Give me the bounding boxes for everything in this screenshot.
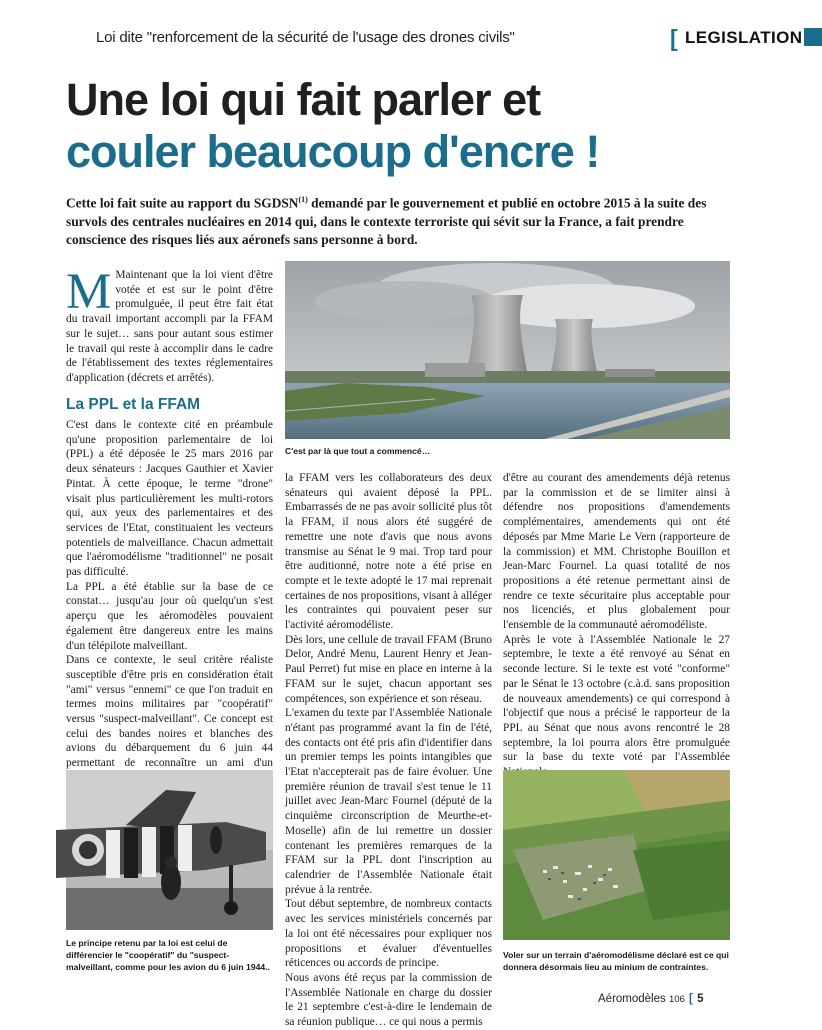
paragraph: la FFAM vers les collaborateurs des deux sénateurs qui avaient déposé la PPL. Embarrassés de ne pas avoir sollicité plus tôt la FFAM, il nous alors été suggéré de remettre une note d'avis que nous avons transmise au Sénat le 9 mai. Trop tard pour être auditionné, notre note a été prise en compte et le texte adopté le 17 mai reprenait certaines de nos propositions, visant à alléger les contraintes qui pouvaient peser sur l'activité aéromodéliste. xyxy=(285,472,492,632)
subheading: La PPL et la FFAM xyxy=(66,396,201,413)
column-3 xyxy=(503,471,730,780)
paragraph: Tout début septembre, de nombreux contacts avec les services ministériels concernés par la loi ont été nécessaires pour expliquer nos propositions et évaluer d'éventuelles réticences ou accords de principe. xyxy=(285,898,492,970)
spitfire-photo xyxy=(66,770,273,930)
intro-text: Maintenant que la loi vient d'être votée et est sur le point d'être promulguée, il peut être fait état du travail important accompli par la FFAM sur le sujet… sans pour autant sous estimer le travail qui reste à accomplir dans le cadre de l'établissement des textes réglementaires d'application (décrets et arrêtés). xyxy=(66,269,273,384)
model-airfield-photo xyxy=(503,770,730,940)
intro-paragraph xyxy=(66,264,273,386)
issue-number: 106 xyxy=(668,994,685,1005)
magazine-name: Aéromodèles xyxy=(598,993,666,1005)
section-square-marker xyxy=(804,28,822,46)
paragraph: d'être au courant des amendements déjà retenus par la commission et de se limiter ainsi à défendre nos propositions d'amendements complémentaires, amendements qui ont été déposés par Mme Marie Le Vern (rapporteure de la commission) et MM. Christophe Bouillon et Jean-Marc Fournel. La quasi totalité de nos propositions a été retenue permettant ainsi de rendre ce texte sécuritaire plus acceptable pour nos licenciés, et plus globalement pour l'ensemble de la communauté aéromodéliste. xyxy=(503,472,730,632)
footnote-ref: (1) xyxy=(298,195,308,204)
spitfire-caption: Le principe retenu par la loi est celui de différencier le "coopératif" du "suspect-malveillant, comme pour les avion du 6 juin 1944.. xyxy=(66,938,270,972)
lead-text-end: demandé par le gouvernement et publié en octobre 2015 à la suite des survols des centrales nucléaires en 2014 qui, dans le contexte terroriste qui sévit sur la France, a fait prendre conscience des risques liés aux aéronefs sans personne à bord. xyxy=(66,195,707,248)
lead-text-start: Cette loi fait suite au rapport du SGDSN xyxy=(66,195,299,211)
plant-caption: C'est par là que tout a commencé… xyxy=(285,446,431,456)
running-header xyxy=(96,25,803,51)
section-label: LEGISLATION xyxy=(685,28,803,47)
page-footer xyxy=(598,993,703,1005)
paragraph: Dès lors, une cellule de travail FFAM (Bruno Delor, André Menu, Laurent Henry et Jean-Paul Perret) fut mise en place en interne à la FFAM sur le sujet, chacun apportant ses compétences, son expérience et son réseau. xyxy=(285,633,492,705)
drop-cap: M xyxy=(66,264,112,320)
column-1 xyxy=(66,418,273,830)
paragraph: Après le vote à l'Assemblée Nationale le 27 septembre, le texte a été renvoyé au Sénat en seconde lecture. Si le texte est voté "conforme" par le Sénat le 13 octobre (c.à.d. sans proposition de nouveaux amendements) ce qui correspond à l'objectif que nous a précisé le rapporteur de la PPL au Sénat que nous avons rencontré le 28 septembre, la loi pourra alors être promulguée sur la base du texte voté par l'Assemblée xyxy=(503,633,730,764)
paragraph: Nous avons été reçus par la commission de l'Assemblée Nationale en charge du dossier le 21 septembre c'est-à-dire le lendemain de sa réunion publique… ce qui nous a permis xyxy=(285,971,492,1029)
footer-bracket: [ xyxy=(689,993,693,1005)
header-bracket: [ xyxy=(670,25,678,51)
title-line-1: Une loi qui fait parler et xyxy=(66,74,541,125)
paragraph: La PPL a été établie sur la base de ce constat… jusqu'au jour où quelqu'un s'est aperçu que les aéromodèles pouvaient également être dangereux entre les mains d'un télépilote malveillant. xyxy=(66,580,273,652)
paragraph: C'est dans le contexte cité en préambule qu'une proposition parlementaire de loi (PPL) a été déposée le 25 mars 2016 par deux sénateurs : Jacques Gauthier et Xavier Pintat. À cette époque, le terme "drone" visait plus particulièrement les multi-rotors qui, aux yeux des parlementaires et des services de l'Etat, constituaient les vecteurs potentiels de malveillance. Chacun admettait que l'aéromodélisme "traditionnel" ne posait pas difficulté. xyxy=(66,419,273,579)
paragraph: Dans ce contexte, le seul critère réaliste susceptible d'être pris en considération était "ami" versus "ennemi" ce que l'on traduit en termes moins militaires par "coopératif" versus "suspect-malveillant". Ce concept est celui des bandes noires et blanches des avions du débarquement du 6 juin 44 permettant de reconnaître un ami d'un xyxy=(66,654,273,770)
title-line-2: couler beaucoup d'encre ! xyxy=(66,126,600,177)
paragraph: L'examen du texte par l'Assemblée Nationale n'étant pas programmé avant la fin de l'été, des contacts ont été pris afin d'identifier dans un premier temps les points intangibles que l'Etat n'accepterait pas de faire évoluer. Une première réunion de travail s'est tenue le 11 juillet avec Jean-Marc Fournel (député de la cinquième circonscription de Meurthe-et-Moselle) afin de lui remettre un dossier contenant les premières remarques de la FFAM sur la PPL dont l'inscription au calendrier de l'Assemblée Nationale était prévue à la rentrée. xyxy=(285,707,492,896)
airfield-caption: Voler sur un terrain d'aéromodélisme déclaré est ce qui donnera désormais lieu au minium de contraintes. xyxy=(503,950,729,972)
page-number: 5 xyxy=(697,993,704,1005)
header-topic: Loi dite "renforcement de la sécurité de l'usage des drones civils" xyxy=(96,29,515,46)
lead-paragraph xyxy=(66,191,730,249)
nuclear-plant-photo xyxy=(285,261,730,439)
column-2 xyxy=(285,471,492,1030)
